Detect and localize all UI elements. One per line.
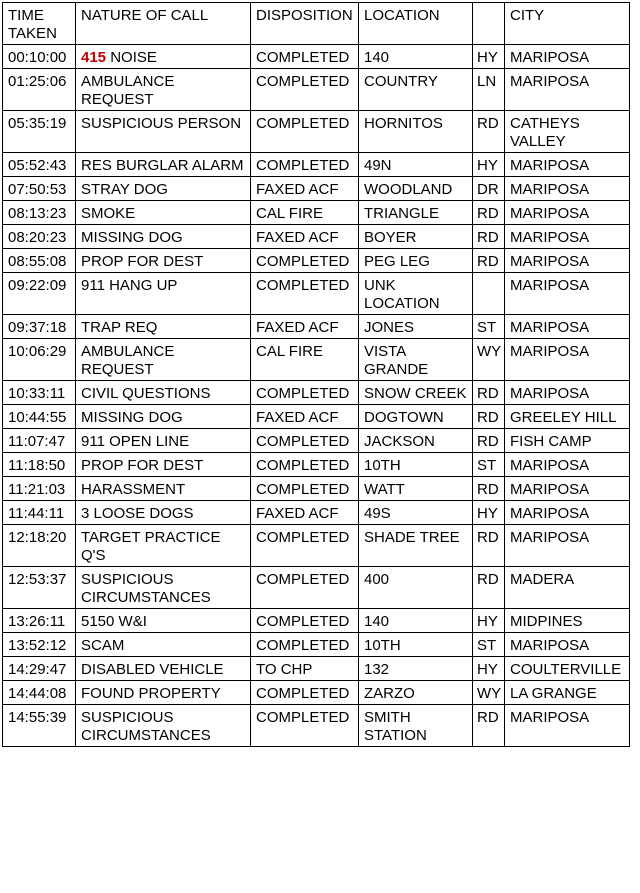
cell-disposition: FAXED ACF: [251, 177, 359, 201]
cell-city: COULTERVILLE: [505, 657, 630, 681]
cell-location: 49S: [359, 501, 473, 525]
cell-time-taken: 10:33:11: [3, 381, 76, 405]
table-row: [3, 201, 630, 225]
cell-street-suffix: RD: [473, 477, 505, 501]
cell-city: MARIPOSA: [505, 453, 630, 477]
cell-location: ZARZO: [359, 681, 473, 705]
cell-city: MARIPOSA: [505, 633, 630, 657]
cell-nature-of-call: [76, 477, 251, 501]
cell-city: MARIPOSA: [505, 381, 630, 405]
cell-street-suffix: [473, 273, 505, 315]
cell-nature-of-call: [76, 249, 251, 273]
cell-nature-of-call: [76, 657, 251, 681]
cell-disposition: FAXED ACF: [251, 501, 359, 525]
cell-street-suffix: RD: [473, 705, 505, 747]
cell-city: MARIPOSA: [505, 249, 630, 273]
cell-city: MARIPOSA: [505, 69, 630, 111]
nature-text: MISSING DOG: [81, 229, 183, 246]
cell-nature-of-call: [76, 45, 251, 69]
nature-text: FOUND PROPERTY: [81, 685, 221, 702]
nature-text: 3 LOOSE DOGS: [81, 505, 194, 522]
cell-disposition: COMPLETED: [251, 273, 359, 315]
cell-location: 140: [359, 45, 473, 69]
cell-disposition: COMPLETED: [251, 45, 359, 69]
call-log-body: [3, 45, 630, 747]
header-time-taken: TIME TAKEN: [3, 3, 76, 45]
cell-location: COUNTRY: [359, 69, 473, 111]
nature-text: CIVIL QUESTIONS: [81, 385, 211, 402]
cell-time-taken: 05:35:19: [3, 111, 76, 153]
cell-city: MARIPOSA: [505, 339, 630, 381]
table-row: [3, 111, 630, 153]
cell-location: 10TH: [359, 453, 473, 477]
cell-time-taken: 11:44:11: [3, 501, 76, 525]
cell-street-suffix: RD: [473, 201, 505, 225]
cell-time-taken: 09:37:18: [3, 315, 76, 339]
cell-disposition: COMPLETED: [251, 429, 359, 453]
cell-nature-of-call: [76, 177, 251, 201]
table-row: [3, 705, 630, 747]
cell-city: MARIPOSA: [505, 501, 630, 525]
nature-text: 911 OPEN LINE: [81, 433, 190, 450]
cell-city: MARIPOSA: [505, 525, 630, 567]
cell-city: MARIPOSA: [505, 705, 630, 747]
header-location: LOCATION: [359, 3, 473, 45]
nature-text: DISABLED VEHICLE: [81, 661, 224, 678]
nature-text: 911 HANG UP: [81, 277, 178, 294]
nature-text: AMBULANCE REQUEST: [81, 73, 179, 108]
cell-nature-of-call: [76, 705, 251, 747]
nature-text: MISSING DOG: [81, 409, 183, 426]
cell-location: VISTA GRANDE: [359, 339, 473, 381]
cell-disposition: COMPLETED: [251, 111, 359, 153]
header-nature-of-call: NATURE OF CALL: [76, 3, 251, 45]
cell-disposition: FAXED ACF: [251, 405, 359, 429]
cell-time-taken: 07:50:53: [3, 177, 76, 201]
header-disposition: DISPOSITION: [251, 3, 359, 45]
cell-nature-of-call: [76, 429, 251, 453]
cell-city: MARIPOSA: [505, 201, 630, 225]
cell-nature-of-call: [76, 153, 251, 177]
nature-text: SUSPICIOUS CIRCUMSTANCES: [81, 709, 211, 744]
cell-street-suffix: ST: [473, 315, 505, 339]
cell-street-suffix: DR: [473, 177, 505, 201]
cell-time-taken: 00:10:00: [3, 45, 76, 69]
header-row: [3, 3, 630, 45]
cell-time-taken: 13:52:12: [3, 633, 76, 657]
cell-nature-of-call: [76, 381, 251, 405]
cell-street-suffix: HY: [473, 45, 505, 69]
nature-text: SMOKE: [81, 205, 136, 222]
table-row: [3, 177, 630, 201]
cell-time-taken: 01:25:06: [3, 69, 76, 111]
cell-location: BOYER: [359, 225, 473, 249]
cell-city: MARIPOSA: [505, 477, 630, 501]
cell-location: TRIANGLE: [359, 201, 473, 225]
table-row: [3, 69, 630, 111]
cell-street-suffix: RD: [473, 381, 505, 405]
nature-text: 5150 W&I: [81, 613, 147, 630]
cell-city: MARIPOSA: [505, 225, 630, 249]
cell-disposition: COMPLETED: [251, 705, 359, 747]
cell-nature-of-call: [76, 315, 251, 339]
table-row: [3, 681, 630, 705]
nature-text: PROP FOR DEST: [81, 457, 204, 474]
nature-text: STRAY DOG: [81, 181, 168, 198]
cell-time-taken: 05:52:43: [3, 153, 76, 177]
cell-time-taken: 10:44:55: [3, 405, 76, 429]
cell-street-suffix: RD: [473, 249, 505, 273]
table-row: [3, 501, 630, 525]
cell-nature-of-call: [76, 339, 251, 381]
cell-location: SMITH STATION: [359, 705, 473, 747]
cell-street-suffix: WY: [473, 681, 505, 705]
cell-nature-of-call: [76, 609, 251, 633]
table-row: [3, 153, 630, 177]
cell-location: PEG LEG: [359, 249, 473, 273]
cell-disposition: COMPLETED: [251, 633, 359, 657]
nature-text: TRAP REQ: [81, 319, 158, 336]
cell-street-suffix: RD: [473, 525, 505, 567]
cell-nature-of-call: [76, 69, 251, 111]
cell-city: MARIPOSA: [505, 153, 630, 177]
cell-location: 10TH: [359, 633, 473, 657]
cell-time-taken: 08:20:23: [3, 225, 76, 249]
table-row: [3, 609, 630, 633]
header-city: CITY: [505, 3, 630, 45]
table-row: [3, 273, 630, 315]
cell-time-taken: 13:26:11: [3, 609, 76, 633]
nature-text: NOISE: [106, 49, 157, 66]
cell-time-taken: 14:29:47: [3, 657, 76, 681]
cell-street-suffix: HY: [473, 501, 505, 525]
cell-location: DOGTOWN: [359, 405, 473, 429]
table-row: [3, 405, 630, 429]
cell-nature-of-call: [76, 405, 251, 429]
table-row: [3, 339, 630, 381]
cell-disposition: COMPLETED: [251, 609, 359, 633]
cell-city: MARIPOSA: [505, 273, 630, 315]
cell-time-taken: 12:18:20: [3, 525, 76, 567]
cell-disposition: FAXED ACF: [251, 225, 359, 249]
cell-time-taken: 10:06:29: [3, 339, 76, 381]
cell-city: CATHEYS VALLEY: [505, 111, 630, 153]
cell-disposition: COMPLETED: [251, 681, 359, 705]
table-row: [3, 45, 630, 69]
table-row: [3, 225, 630, 249]
cell-location: SNOW CREEK: [359, 381, 473, 405]
cell-city: MADERA: [505, 567, 630, 609]
cell-disposition: COMPLETED: [251, 453, 359, 477]
cell-nature-of-call: [76, 111, 251, 153]
cell-street-suffix: HY: [473, 609, 505, 633]
cell-city: MARIPOSA: [505, 45, 630, 69]
nature-code-highlight: 415: [81, 49, 107, 66]
cell-street-suffix: HY: [473, 657, 505, 681]
cell-location: SHADE TREE: [359, 525, 473, 567]
cell-city: FISH CAMP: [505, 429, 630, 453]
table-row: [3, 567, 630, 609]
cell-time-taken: 08:55:08: [3, 249, 76, 273]
cell-time-taken: 11:18:50: [3, 453, 76, 477]
nature-text: TARGET PRACTICE Q'S: [81, 529, 225, 564]
cell-location: WATT: [359, 477, 473, 501]
cell-street-suffix: RD: [473, 111, 505, 153]
nature-text: SUSPICIOUS PERSON: [81, 115, 242, 132]
cell-nature-of-call: [76, 681, 251, 705]
nature-text: HARASSMENT: [81, 481, 186, 498]
nature-text: RES BURGLAR ALARM: [81, 157, 244, 174]
cell-nature-of-call: [76, 567, 251, 609]
table-row: [3, 525, 630, 567]
cell-location: 400: [359, 567, 473, 609]
cell-street-suffix: RD: [473, 429, 505, 453]
table-row: [3, 429, 630, 453]
cell-disposition: CAL FIRE: [251, 339, 359, 381]
table-row: [3, 633, 630, 657]
cell-street-suffix: LN: [473, 69, 505, 111]
nature-text: PROP FOR DEST: [81, 253, 204, 270]
cell-city: MARIPOSA: [505, 177, 630, 201]
cell-nature-of-call: [76, 453, 251, 477]
cell-disposition: FAXED ACF: [251, 315, 359, 339]
table-row: [3, 477, 630, 501]
cell-disposition: COMPLETED: [251, 249, 359, 273]
cell-disposition: COMPLETED: [251, 381, 359, 405]
cell-time-taken: 11:21:03: [3, 477, 76, 501]
table-row: [3, 381, 630, 405]
table-row: [3, 249, 630, 273]
cell-disposition: CAL FIRE: [251, 201, 359, 225]
cell-time-taken: 08:13:23: [3, 201, 76, 225]
cell-disposition: COMPLETED: [251, 525, 359, 567]
cell-street-suffix: WY: [473, 339, 505, 381]
cell-location: HORNITOS: [359, 111, 473, 153]
cell-disposition: COMPLETED: [251, 567, 359, 609]
cell-city: LA GRANGE: [505, 681, 630, 705]
cell-time-taken: 14:55:39: [3, 705, 76, 747]
cell-location: 49N: [359, 153, 473, 177]
cell-nature-of-call: [76, 501, 251, 525]
cell-city: GREELEY HILL: [505, 405, 630, 429]
cell-nature-of-call: [76, 525, 251, 567]
cell-street-suffix: RD: [473, 567, 505, 609]
cell-disposition: COMPLETED: [251, 477, 359, 501]
cell-time-taken: 14:44:08: [3, 681, 76, 705]
cell-street-suffix: HY: [473, 153, 505, 177]
cell-location: 132: [359, 657, 473, 681]
cell-street-suffix: RD: [473, 405, 505, 429]
cell-city: MIDPINES: [505, 609, 630, 633]
cell-time-taken: 11:07:47: [3, 429, 76, 453]
cell-nature-of-call: [76, 225, 251, 249]
cell-street-suffix: RD: [473, 225, 505, 249]
table-row: [3, 315, 630, 339]
cell-street-suffix: ST: [473, 453, 505, 477]
cell-time-taken: 12:53:37: [3, 567, 76, 609]
cell-street-suffix: ST: [473, 633, 505, 657]
nature-text: SCAM: [81, 637, 125, 654]
cell-location: 140: [359, 609, 473, 633]
cell-city: MARIPOSA: [505, 315, 630, 339]
cell-disposition: COMPLETED: [251, 69, 359, 111]
cell-location: JACKSON: [359, 429, 473, 453]
cell-nature-of-call: [76, 201, 251, 225]
cell-location: JONES: [359, 315, 473, 339]
cell-disposition: COMPLETED: [251, 153, 359, 177]
cell-location: WOODLAND: [359, 177, 473, 201]
cell-location: UNK LOCATION: [359, 273, 473, 315]
cell-time-taken: 09:22:09: [3, 273, 76, 315]
table-row: [3, 453, 630, 477]
table-row: [3, 657, 630, 681]
call-log-table: [2, 2, 630, 747]
nature-text: AMBULANCE REQUEST: [81, 343, 179, 378]
cell-nature-of-call: [76, 633, 251, 657]
nature-text: SUSPICIOUS CIRCUMSTANCES: [81, 571, 211, 606]
header-street-suffix: [473, 3, 505, 45]
cell-disposition: TO CHP: [251, 657, 359, 681]
cell-nature-of-call: [76, 273, 251, 315]
